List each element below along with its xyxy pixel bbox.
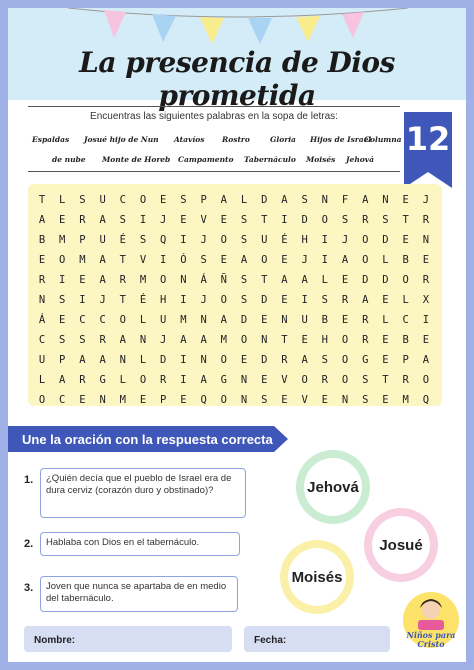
grid-letter[interactable]: R: [362, 334, 369, 346]
grid-letter[interactable]: E: [281, 394, 288, 406]
grid-letter[interactable]: N: [281, 314, 288, 326]
grid-letter[interactable]: R: [160, 374, 167, 386]
grid-letter[interactable]: C: [59, 394, 66, 406]
header-banner: [8, 8, 466, 112]
ninos-para-cristo-logo: [400, 590, 462, 656]
grid-letter[interactable]: O: [362, 234, 369, 246]
grid-letter[interactable]: H: [301, 234, 308, 246]
grid-letter[interactable]: S: [362, 394, 369, 406]
grid-letter[interactable]: B: [402, 254, 409, 266]
grid-letter[interactable]: P: [402, 354, 409, 366]
grid-letter[interactable]: M: [139, 274, 147, 286]
grid-letter[interactable]: M: [119, 394, 126, 406]
grid-letter[interactable]: N: [38, 294, 46, 306]
word-item: Rostro: [222, 135, 250, 144]
grid-letter[interactable]: J: [200, 294, 207, 306]
grid-letter[interactable]: O: [240, 334, 248, 346]
grid-letter[interactable]: I: [281, 214, 288, 226]
grid-letter[interactable]: N: [422, 234, 430, 246]
grid-letter[interactable]: A: [301, 274, 308, 286]
grid-letter[interactable]: A: [362, 194, 369, 206]
grid-letter[interactable]: P: [160, 394, 167, 406]
grid-letter[interactable]: N: [261, 334, 268, 346]
page-title: La presencia de Dios prometida: [79, 46, 395, 112]
grid-letter[interactable]: A: [281, 274, 288, 286]
grid-letter[interactable]: P: [79, 234, 86, 246]
grid-letter[interactable]: O: [341, 354, 349, 366]
grid-letter[interactable]: E: [382, 294, 389, 306]
grid-letter[interactable]: S: [240, 214, 248, 226]
grid-letter[interactable]: I: [180, 294, 187, 306]
grid-letter[interactable]: E: [341, 274, 349, 286]
grid-letter[interactable]: R: [281, 354, 288, 366]
grid-letter[interactable]: A: [301, 354, 308, 366]
word-item: Hijos de Israel: [310, 135, 372, 144]
grid-letter[interactable]: E: [220, 214, 227, 226]
lesson-number: 12: [405, 120, 451, 158]
answer-circle-moises[interactable]: [280, 540, 354, 614]
grid-letter[interactable]: D: [240, 314, 248, 326]
grid-letter[interactable]: Q: [200, 394, 207, 406]
grid-letter[interactable]: S: [362, 374, 369, 386]
grid-letter[interactable]: D: [261, 294, 268, 306]
question-number: 1.: [24, 474, 34, 486]
grid-letter[interactable]: O: [220, 394, 227, 406]
grid-letter[interactable]: M: [220, 334, 227, 346]
name-field[interactable]: Nombre:: [24, 626, 232, 652]
word-item: Atavíos: [174, 135, 205, 144]
grid-letter[interactable]: I: [79, 294, 86, 306]
grid-letter[interactable]: A: [99, 354, 106, 366]
grid-letter[interactable]: J: [160, 214, 167, 226]
grid-letter[interactable]: I: [321, 254, 328, 266]
grid-row: [32, 354, 436, 374]
grid-letter[interactable]: Ñ: [220, 274, 227, 286]
answer-label: Jehová: [304, 458, 362, 516]
worksheet-page: [8, 8, 466, 662]
grid-letter[interactable]: I: [180, 234, 187, 246]
grid-letter[interactable]: D: [382, 234, 389, 246]
grid-letter[interactable]: G: [220, 374, 227, 386]
grid-letter[interactable]: N: [180, 274, 187, 286]
grid-letter[interactable]: N: [240, 374, 248, 386]
grid-letter[interactable]: S: [261, 394, 268, 406]
grid-letter[interactable]: E: [139, 394, 147, 406]
grid-letter[interactable]: J: [99, 294, 106, 306]
grid-letter[interactable]: D: [160, 354, 167, 366]
grid-letter[interactable]: E: [261, 374, 268, 386]
grid-letter[interactable]: M: [402, 394, 409, 406]
grid-letter[interactable]: A: [422, 354, 430, 366]
grid-row: [32, 294, 436, 314]
grid-letter[interactable]: S: [240, 294, 248, 306]
grid-letter[interactable]: R: [79, 374, 86, 386]
grid-letter[interactable]: A: [99, 254, 106, 266]
svg-text:Niños para: Niños para: [406, 630, 456, 640]
grid-letter[interactable]: E: [261, 314, 268, 326]
grid-letter[interactable]: T: [402, 214, 409, 226]
grid-row: [32, 334, 436, 354]
grid-letter[interactable]: E: [38, 254, 46, 266]
grid-letter[interactable]: T: [119, 294, 126, 306]
grid-letter[interactable]: E: [180, 214, 187, 226]
grid-letter[interactable]: A: [119, 334, 126, 346]
grid-letter[interactable]: D: [261, 194, 268, 206]
section-title: Une la oración con la respuesta correcta: [22, 432, 273, 447]
grid-letter[interactable]: L: [382, 314, 389, 326]
grid-letter[interactable]: É: [119, 234, 126, 246]
grid-letter[interactable]: E: [220, 254, 227, 266]
grid-letter[interactable]: E: [160, 194, 167, 206]
grid-letter[interactable]: S: [119, 214, 126, 226]
answer-label: Josué: [372, 516, 430, 574]
grid-letter[interactable]: D: [261, 354, 268, 366]
word-item: Josué hijo de Nun: [84, 135, 159, 144]
word-item: Espaldas: [32, 135, 70, 144]
word-item: Monte de Horeb: [102, 155, 171, 164]
grid-letter[interactable]: A: [281, 194, 288, 206]
grid-letter[interactable]: E: [79, 274, 86, 286]
grid-letter[interactable]: R: [362, 214, 369, 226]
grid-letter[interactable]: I: [139, 214, 147, 226]
grid-letter[interactable]: A: [99, 214, 106, 226]
grid-letter[interactable]: O: [321, 214, 328, 226]
grid-letter[interactable]: O: [220, 354, 227, 366]
grid-letter[interactable]: J: [301, 254, 308, 266]
question-box[interactable]: Hablaba con Dios en el tabernáculo.: [40, 532, 240, 556]
grid-letter[interactable]: J: [341, 234, 349, 246]
word-item: Jehová: [346, 155, 374, 164]
grid-letter[interactable]: A: [240, 254, 248, 266]
grid-letter[interactable]: E: [281, 294, 288, 306]
grid-letter[interactable]: L: [382, 254, 389, 266]
grid-letter[interactable]: R: [79, 214, 86, 226]
grid-letter[interactable]: M: [79, 254, 86, 266]
grid-letter[interactable]: Á: [200, 274, 207, 286]
word-item: Gloria: [270, 135, 296, 144]
grid-letter[interactable]: A: [38, 214, 46, 226]
grid-letter[interactable]: L: [119, 374, 126, 386]
grid-letter[interactable]: A: [99, 274, 106, 286]
lesson-number-badge: [404, 112, 452, 188]
grid-letter[interactable]: R: [422, 274, 430, 286]
word-item: Tabernáculo: [244, 155, 296, 164]
question-number: 3.: [24, 582, 34, 594]
grid-letter[interactable]: S: [382, 214, 389, 226]
grid-letter[interactable]: U: [99, 234, 106, 246]
grid-letter[interactable]: U: [99, 194, 106, 206]
grid-row: [32, 254, 436, 274]
grid-letter[interactable]: S: [301, 194, 308, 206]
grid-letter[interactable]: A: [341, 254, 349, 266]
grid-letter[interactable]: I: [180, 354, 187, 366]
grid-letter[interactable]: C: [99, 314, 106, 326]
grid-letter[interactable]: L: [402, 294, 409, 306]
grid-letter[interactable]: A: [200, 334, 207, 346]
grid-letter[interactable]: D: [362, 274, 369, 286]
grid-letter[interactable]: C: [38, 334, 46, 346]
word-item: Campamento: [178, 155, 234, 164]
grid-letter[interactable]: I: [422, 314, 430, 326]
grid-row: [32, 234, 436, 254]
grid-letter[interactable]: M: [180, 314, 187, 326]
answer-label: Moisés: [288, 548, 346, 606]
grid-letter[interactable]: E: [382, 354, 389, 366]
grid-letter[interactable]: S: [240, 274, 248, 286]
grid-letter[interactable]: Ó: [180, 254, 187, 266]
grid-letter[interactable]: J: [200, 234, 207, 246]
instructions-text: Encuentras las siguientes palabras en la sopa de letras:: [90, 111, 338, 122]
grid-letter[interactable]: L: [139, 314, 147, 326]
question-number: 2.: [24, 538, 34, 550]
grid-letter[interactable]: É: [139, 294, 147, 306]
grid-letter[interactable]: S: [341, 214, 349, 226]
grid-letter[interactable]: O: [139, 374, 147, 386]
grid-row: [32, 214, 436, 234]
grid-letter[interactable]: N: [321, 194, 328, 206]
grid-letter[interactable]: É: [281, 234, 288, 246]
grid-letter[interactable]: L: [240, 194, 248, 206]
grid-letter[interactable]: A: [59, 374, 66, 386]
grid-letter[interactable]: O: [402, 274, 409, 286]
grid-letter[interactable]: E: [301, 334, 308, 346]
grid-letter[interactable]: S: [321, 354, 328, 366]
grid-letter[interactable]: A: [79, 354, 86, 366]
grid-letter[interactable]: E: [402, 194, 409, 206]
grid-letter[interactable]: N: [200, 354, 207, 366]
grid-letter[interactable]: R: [362, 314, 369, 326]
grid-letter[interactable]: B: [38, 234, 46, 246]
grid-letter[interactable]: S: [59, 334, 66, 346]
grid-letter[interactable]: C: [79, 314, 86, 326]
grid-letter[interactable]: I: [301, 294, 308, 306]
grid-letter[interactable]: A: [200, 374, 207, 386]
grid-letter[interactable]: S: [79, 334, 86, 346]
grid-letter[interactable]: E: [59, 314, 66, 326]
grid-letter[interactable]: I: [180, 374, 187, 386]
grid-letter[interactable]: B: [402, 334, 409, 346]
grid-letter[interactable]: R: [321, 374, 328, 386]
grid-letter[interactable]: X: [422, 294, 430, 306]
grid-letter[interactable]: V: [301, 394, 308, 406]
grid-row: [32, 274, 436, 294]
grid-letter[interactable]: O: [422, 374, 430, 386]
grid-letter[interactable]: E: [180, 394, 187, 406]
grid-letter[interactable]: P: [59, 354, 66, 366]
grid-letter[interactable]: T: [261, 214, 268, 226]
word-search-grid: [32, 194, 436, 414]
grid-letter[interactable]: O: [220, 234, 227, 246]
grid-letter[interactable]: G: [362, 354, 369, 366]
grid-letter[interactable]: S: [321, 294, 328, 306]
grid-letter[interactable]: A: [180, 334, 187, 346]
grid-letter[interactable]: T: [38, 194, 46, 206]
grid-letter[interactable]: V: [139, 254, 147, 266]
date-field[interactable]: Fecha:: [244, 626, 390, 652]
bunting-flags: [8, 8, 466, 48]
grid-letter[interactable]: O: [261, 254, 268, 266]
grid-letter[interactable]: E: [341, 314, 349, 326]
word-item: Columna: [364, 135, 402, 144]
grid-letter[interactable]: E: [240, 354, 248, 366]
grid-letter[interactable]: U: [261, 234, 268, 246]
grid-letter[interactable]: C: [402, 314, 409, 326]
grid-letter[interactable]: N: [382, 194, 389, 206]
word-item: de nube: [52, 155, 86, 164]
grid-letter[interactable]: E: [59, 214, 66, 226]
grid-letter[interactable]: U: [160, 314, 167, 326]
grid-letter[interactable]: I: [321, 234, 328, 246]
grid-letter[interactable]: F: [341, 194, 349, 206]
grid-letter[interactable]: L: [38, 374, 46, 386]
grid-letter[interactable]: V: [281, 374, 288, 386]
grid-letter[interactable]: R: [38, 274, 46, 286]
grid-letter[interactable]: O: [139, 194, 147, 206]
answer-circle-josue[interactable]: [364, 508, 438, 582]
grid-letter[interactable]: O: [59, 254, 66, 266]
grid-letter[interactable]: N: [139, 334, 147, 346]
grid-letter[interactable]: S: [180, 194, 187, 206]
grid-letter[interactable]: J: [422, 194, 430, 206]
grid-letter[interactable]: T: [382, 374, 389, 386]
grid-letter[interactable]: A: [220, 314, 227, 326]
grid-letter[interactable]: O: [341, 374, 349, 386]
grid-letter[interactable]: M: [59, 234, 66, 246]
grid-letter[interactable]: O: [341, 334, 349, 346]
grid-letter[interactable]: O: [119, 314, 126, 326]
grid-letter[interactable]: T: [261, 274, 268, 286]
grid-letter[interactable]: O: [160, 274, 167, 286]
grid-letter[interactable]: T: [119, 254, 126, 266]
grid-letter[interactable]: U: [38, 354, 46, 366]
grid-letter[interactable]: S: [59, 294, 66, 306]
grid-letter[interactable]: H: [160, 294, 167, 306]
grid-letter[interactable]: U: [301, 314, 308, 326]
grid-letter[interactable]: S: [79, 194, 86, 206]
grid-letter[interactable]: E: [402, 234, 409, 246]
grid-letter[interactable]: R: [99, 334, 106, 346]
grid-letter[interactable]: V: [200, 214, 207, 226]
grid-letter[interactable]: I: [59, 274, 66, 286]
grid-letter[interactable]: E: [422, 254, 430, 266]
grid-letter[interactable]: Á: [38, 314, 46, 326]
grid-letter[interactable]: R: [422, 214, 430, 226]
grid-letter[interactable]: E: [382, 394, 389, 406]
grid-letter[interactable]: R: [341, 294, 349, 306]
grid-letter[interactable]: N: [240, 394, 248, 406]
grid-letter[interactable]: D: [382, 274, 389, 286]
grid-letter[interactable]: E: [422, 334, 430, 346]
question-box[interactable]: ¿Quién decía que el pueblo de Israel era de dura cerviz (corazón duro y obstinado)?: [40, 468, 246, 518]
grid-letter[interactable]: L: [139, 354, 147, 366]
grid-letter[interactable]: A: [220, 194, 227, 206]
grid-letter[interactable]: E: [382, 334, 389, 346]
grid-row: [32, 194, 436, 214]
grid-letter[interactable]: P: [200, 194, 207, 206]
grid-letter[interactable]: O: [301, 374, 308, 386]
grid-letter[interactable]: C: [119, 194, 126, 206]
grid-letter[interactable]: S: [139, 234, 147, 246]
grid-letter[interactable]: N: [341, 394, 349, 406]
grid-letter[interactable]: O: [220, 294, 227, 306]
grid-letter[interactable]: E: [281, 254, 288, 266]
grid-row: [32, 394, 436, 414]
question-box[interactable]: Joven que nunca se apartaba de en medio del tabernáculo.: [40, 576, 238, 612]
grid-letter[interactable]: S: [200, 254, 207, 266]
grid-letter[interactable]: D: [301, 214, 308, 226]
grid-letter[interactable]: J: [160, 334, 167, 346]
grid-letter[interactable]: T: [281, 334, 288, 346]
grid-letter[interactable]: R: [402, 374, 409, 386]
grid-letter[interactable]: E: [79, 394, 86, 406]
grid-letter[interactable]: B: [321, 314, 328, 326]
grid-letter[interactable]: S: [240, 234, 248, 246]
grid-letter[interactable]: R: [119, 274, 126, 286]
grid-letter[interactable]: N: [99, 394, 106, 406]
grid-letter[interactable]: Q: [422, 394, 430, 406]
grid-letter[interactable]: L: [321, 274, 328, 286]
grid-letter[interactable]: A: [362, 294, 369, 306]
grid-letter[interactable]: Q: [160, 234, 167, 246]
answer-circle-jehova[interactable]: [296, 450, 370, 524]
grid-letter[interactable]: I: [160, 254, 167, 266]
grid-letter[interactable]: O: [38, 394, 46, 406]
grid-row: [32, 314, 436, 334]
grid-letter[interactable]: L: [59, 194, 66, 206]
grid-letter[interactable]: N: [119, 354, 126, 366]
grid-row: [32, 374, 436, 394]
grid-letter[interactable]: H: [321, 334, 328, 346]
svg-text:Cristo: Cristo: [417, 639, 445, 649]
grid-letter[interactable]: E: [321, 394, 328, 406]
grid-letter[interactable]: O: [362, 254, 369, 266]
word-list-box: [28, 106, 400, 172]
word-item: Moisés: [306, 155, 336, 164]
grid-letter[interactable]: G: [99, 374, 106, 386]
grid-letter[interactable]: N: [200, 314, 207, 326]
